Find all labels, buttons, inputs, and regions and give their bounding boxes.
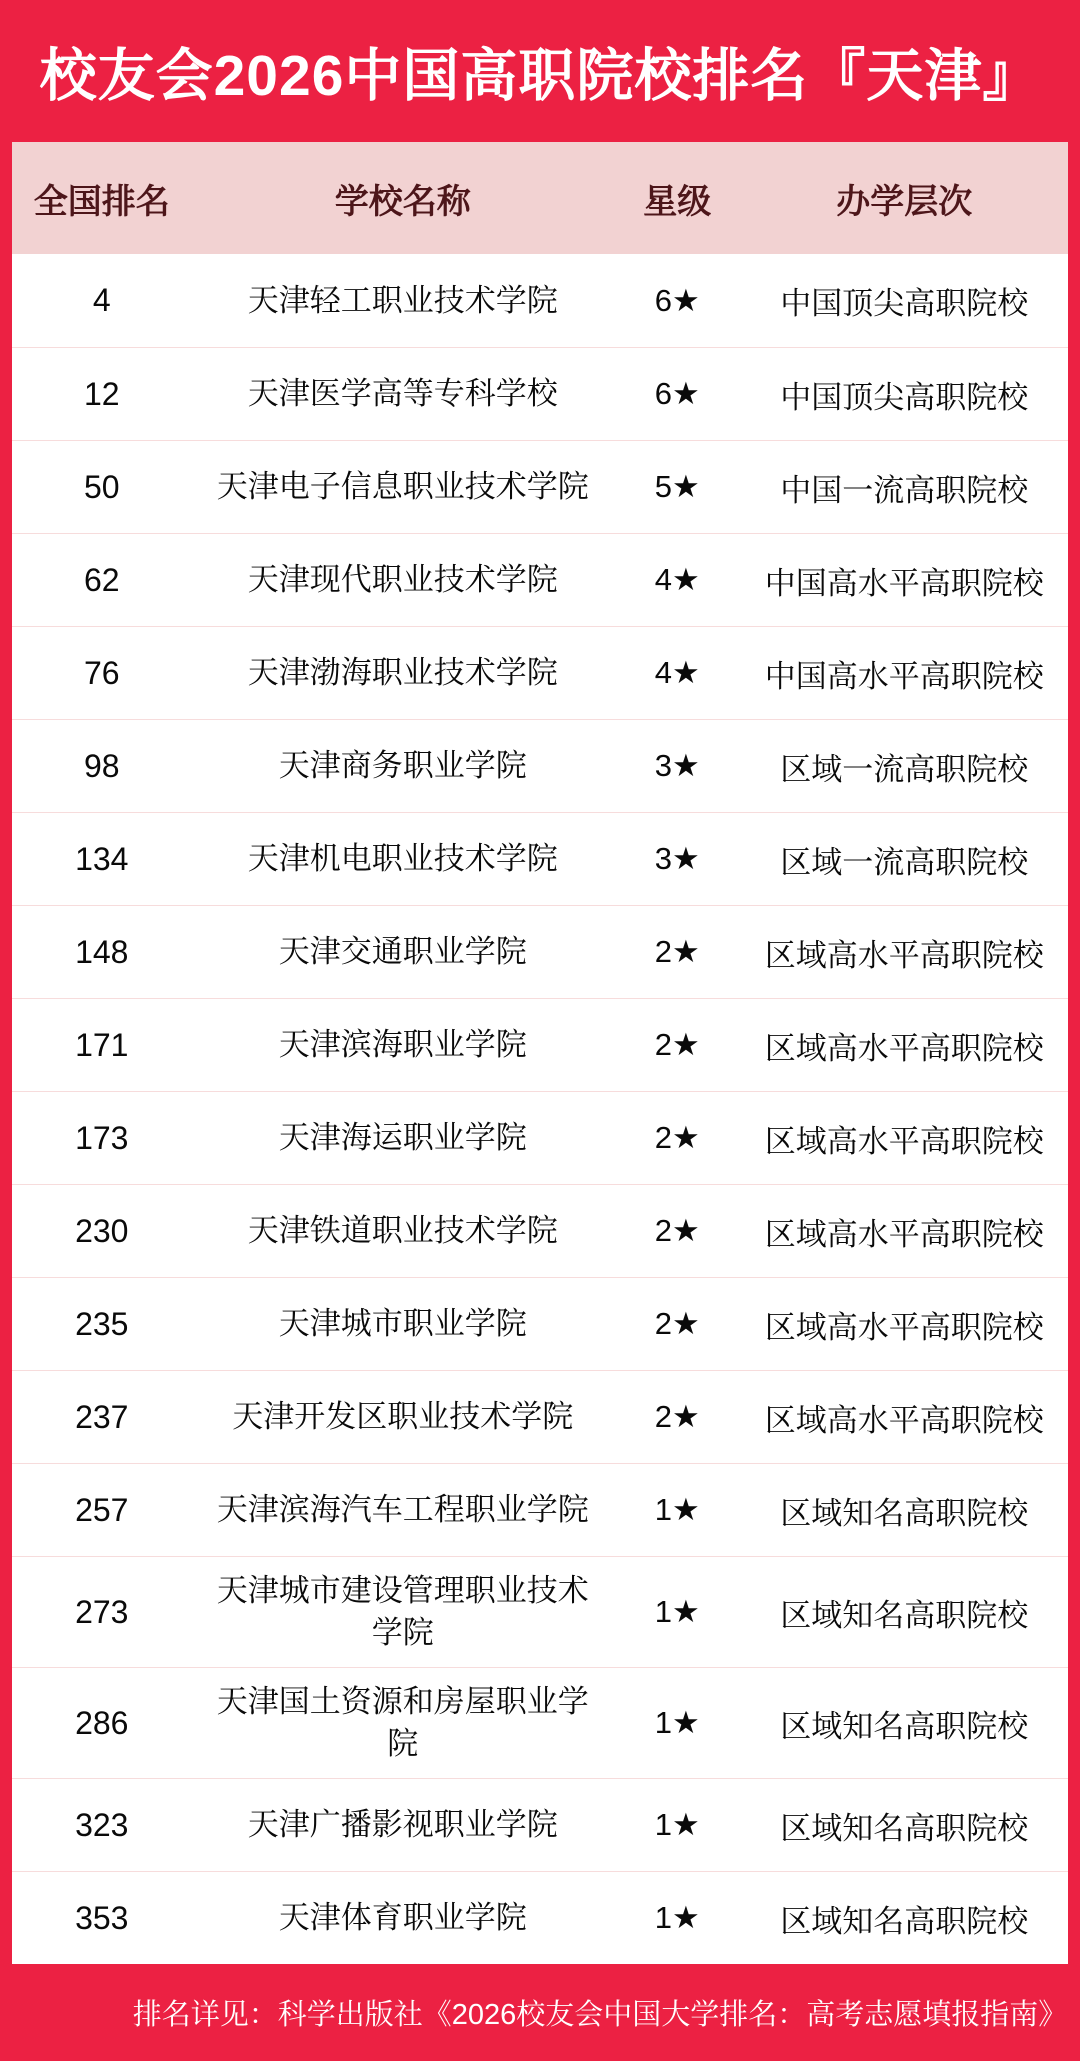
title-banner — [0, 0, 1080, 142]
star-rating: 6★ — [654, 376, 700, 411]
star-rating: 1★ — [654, 1492, 700, 1527]
table-row — [12, 626, 1068, 719]
page-title: 校友会2026中国高职院校排名『天津』 — [39, 44, 1041, 108]
school-name: 天津电子信息职业技术学院 — [216, 469, 589, 505]
school-name: 天津现代职业技术学院 — [247, 562, 558, 598]
school-level: 中国顶尖高职院校 — [780, 379, 1029, 415]
table-row — [12, 1091, 1068, 1184]
rank-value: 237 — [75, 1398, 129, 1435]
star-rating: 4★ — [654, 562, 700, 597]
footer-note: 排名详见：科学出版社《2026校友会中国大学排名：高考志愿填报指南》 — [132, 1999, 1068, 2031]
table-row — [12, 998, 1068, 1091]
star-rating: 1★ — [654, 1594, 700, 1629]
rank-value: 257 — [75, 1491, 129, 1528]
rank-value: 173 — [75, 1119, 129, 1156]
column-header-level: 办学层次 — [836, 182, 973, 221]
table-row — [12, 812, 1068, 905]
school-level: 区域知名高职院校 — [780, 1495, 1029, 1531]
school-level: 区域知名高职院校 — [780, 1810, 1029, 1846]
school-level: 区域高水平高职院校 — [764, 1309, 1044, 1345]
table-row — [12, 1370, 1068, 1463]
rank-value: 323 — [75, 1806, 129, 1843]
table-row — [12, 254, 1068, 347]
table-body — [12, 254, 1068, 1964]
school-name: 天津城市建设管理职业技术学院 — [216, 1573, 589, 1650]
table-row — [12, 1556, 1068, 1667]
table-row — [12, 905, 1068, 998]
table-row — [12, 440, 1068, 533]
star-rating: 1★ — [654, 1900, 700, 1935]
school-name: 天津交通职业学院 — [278, 934, 527, 970]
star-rating: 2★ — [654, 1120, 700, 1155]
star-rating: 3★ — [654, 748, 700, 783]
school-level: 区域一流高职院校 — [780, 751, 1029, 787]
table-row — [12, 533, 1068, 626]
school-name: 天津机电职业技术学院 — [247, 841, 558, 877]
school-name: 天津体育职业学院 — [278, 1900, 527, 1936]
star-rating: 2★ — [654, 1306, 700, 1341]
column-header-stars: 星级 — [643, 182, 712, 221]
rank-value: 353 — [75, 1899, 129, 1936]
column-header-rank: 全国排名 — [33, 182, 170, 221]
school-name: 天津海运职业学院 — [278, 1120, 527, 1156]
table-row — [12, 347, 1068, 440]
table-row — [12, 1184, 1068, 1277]
school-level: 中国一流高职院校 — [780, 472, 1029, 508]
school-name: 天津滨海职业学院 — [278, 1027, 527, 1063]
star-rating: 2★ — [654, 1399, 700, 1434]
school-level: 区域一流高职院校 — [780, 844, 1029, 880]
rank-value: 12 — [83, 375, 120, 412]
school-level: 区域高水平高职院校 — [764, 937, 1044, 973]
table-row — [12, 1277, 1068, 1370]
school-name: 天津城市职业学院 — [278, 1306, 527, 1342]
star-rating: 1★ — [654, 1807, 700, 1842]
rank-value: 171 — [75, 1026, 129, 1063]
school-level: 区域知名高职院校 — [780, 1708, 1029, 1744]
table-row — [12, 1667, 1068, 1778]
school-level: 区域高水平高职院校 — [764, 1123, 1044, 1159]
school-name: 天津医学高等专科学校 — [247, 376, 558, 412]
star-rating: 5★ — [654, 469, 700, 504]
school-level: 区域高水平高职院校 — [764, 1402, 1044, 1438]
school-level: 中国高水平高职院校 — [764, 658, 1044, 694]
school-level: 区域高水平高职院校 — [764, 1216, 1044, 1252]
school-name: 天津滨海汽车工程职业学院 — [216, 1492, 589, 1528]
star-rating: 3★ — [654, 841, 700, 876]
star-rating: 2★ — [654, 1027, 700, 1062]
rank-value: 273 — [75, 1593, 129, 1630]
school-name: 天津轻工职业技术学院 — [247, 282, 558, 318]
rank-value: 62 — [83, 561, 120, 598]
column-header-school: 学校名称 — [334, 182, 471, 221]
star-rating: 2★ — [654, 1213, 700, 1248]
rank-value: 4 — [92, 282, 111, 318]
star-rating: 4★ — [654, 655, 700, 690]
ranking-table — [12, 142, 1068, 1964]
rank-value: 286 — [75, 1704, 129, 1741]
table-row — [12, 719, 1068, 812]
school-name: 天津铁道职业技术学院 — [247, 1213, 558, 1249]
school-name: 天津国土资源和房屋职业学院 — [216, 1684, 589, 1761]
rank-value: 148 — [75, 933, 129, 970]
table-row — [12, 1778, 1068, 1871]
rank-value: 134 — [75, 840, 129, 877]
star-rating: 1★ — [654, 1705, 700, 1740]
school-level: 区域知名高职院校 — [780, 1597, 1029, 1633]
rank-value: 230 — [75, 1212, 129, 1249]
school-name: 天津开发区职业技术学院 — [232, 1399, 574, 1435]
table-row — [12, 1871, 1068, 1964]
star-rating: 2★ — [654, 934, 700, 969]
rank-value: 76 — [83, 654, 120, 691]
rank-value: 98 — [83, 747, 120, 784]
school-level: 区域高水平高职院校 — [764, 1030, 1044, 1066]
rank-value: 50 — [83, 468, 120, 505]
school-level: 中国高水平高职院校 — [764, 565, 1044, 601]
rank-value: 235 — [75, 1305, 129, 1342]
school-level: 中国顶尖高职院校 — [780, 286, 1029, 321]
school-level: 区域知名高职院校 — [780, 1903, 1029, 1939]
star-rating: 6★ — [654, 282, 700, 318]
table-row — [12, 1463, 1068, 1556]
school-name: 天津商务职业学院 — [278, 748, 527, 784]
footer-banner — [0, 1964, 1080, 2061]
table-header-row — [12, 142, 1068, 254]
school-name: 天津渤海职业技术学院 — [247, 655, 558, 691]
school-name: 天津广播影视职业学院 — [247, 1807, 558, 1843]
